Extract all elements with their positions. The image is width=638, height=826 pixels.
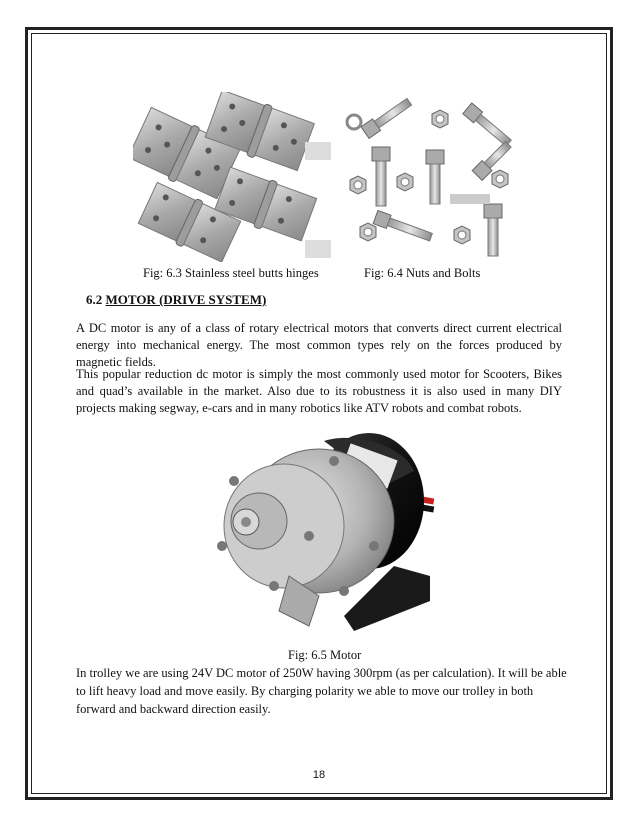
figure-caption-nuts-bolts: Fig: 6.4 Nuts and Bolts bbox=[364, 266, 481, 280]
figure-caption-motor: Fig: 6.5 Motor bbox=[288, 648, 362, 662]
figure-caption-hinges: Fig: 6.3 Stainless steel butts hinges bbox=[143, 266, 319, 280]
section-title: MOTOR (DRIVE SYSTEM) bbox=[105, 292, 267, 307]
paragraph-dc-motor: A DC motor is any of a class of rotary electrical motors that converts direct current electrical energy into mechanical energy. The most common types rely on the forces produced by magnetic fields. bbox=[76, 321, 562, 369]
hinges-image bbox=[133, 92, 345, 262]
page-number: 18 bbox=[312, 769, 326, 781]
section-number: 6.2 bbox=[86, 292, 103, 307]
paragraph-trolley-motor: In trolley we are using 24V DC motor of 250W having 300rpm (as per calculation). It will be able to lift heavy load and move easily. By charging polarity we able to move our trolley in both forward and backward direction easily. bbox=[76, 666, 567, 716]
paragraph-reduction-motor: This popular reduction dc motor is simply the most commonly used motor for Scooters, Bikes and quad’s available in the market. Also due to its robustness it is also used in many DIY projects making segway, e-cars and in many robotics like ATV robots and combat robots. bbox=[76, 367, 562, 415]
motor-image bbox=[204, 426, 440, 634]
nuts-bolts-image bbox=[342, 92, 520, 260]
section-heading bbox=[86, 292, 266, 308]
